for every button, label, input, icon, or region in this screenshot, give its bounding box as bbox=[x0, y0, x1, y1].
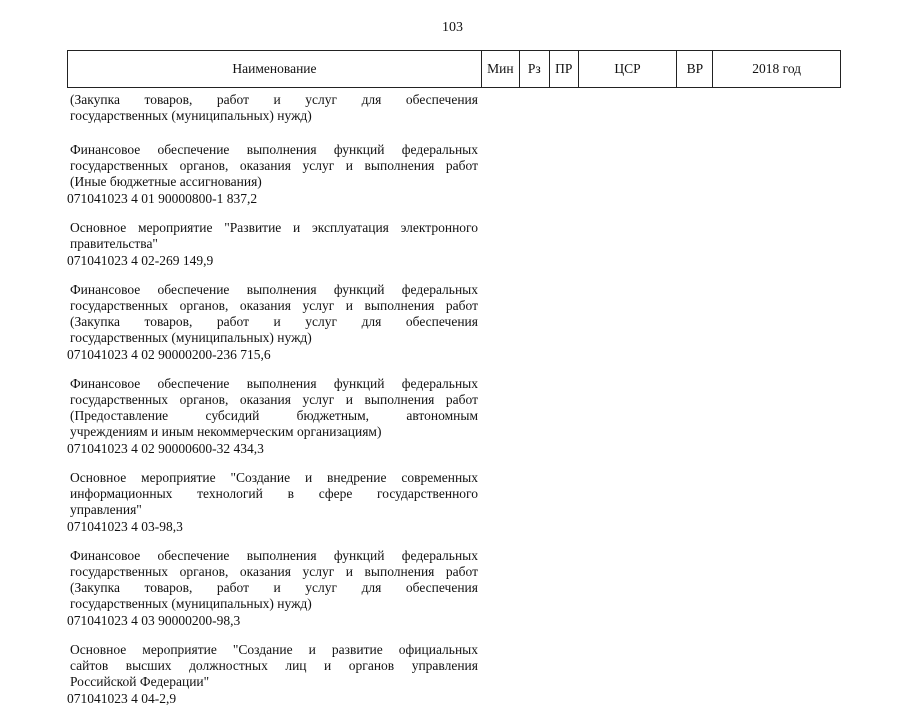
row-csr: 23 4 02 90000 bbox=[114, 347, 192, 362]
row-name-line: (Закупка товаров, работ и услуг для обеспечения bbox=[70, 580, 478, 595]
row-sum: -2,9 bbox=[154, 691, 177, 706]
row-name-line: государственных (муниципальных) нужд) bbox=[70, 596, 312, 611]
row-vr: 200 bbox=[191, 613, 213, 628]
row-name-line: правительства" bbox=[70, 236, 158, 251]
row-name-line: (Иные бюджетные ассигнования) bbox=[70, 174, 262, 189]
row-rz: 04 bbox=[87, 253, 101, 268]
table-header bbox=[67, 50, 841, 88]
row-name-line: государственных органов, оказания услуг и выполнения работ bbox=[70, 298, 478, 313]
table-row bbox=[67, 548, 841, 630]
row-rz: 04 bbox=[87, 441, 101, 456]
row-name-line: управления" bbox=[70, 502, 142, 517]
table-row bbox=[67, 282, 841, 364]
table-body bbox=[67, 92, 841, 708]
row-pr: 10 bbox=[100, 347, 115, 362]
row-name-line: Основное мероприятие "Развитие и эксплуатация электронного bbox=[70, 220, 478, 235]
row-name-line: Финансовое обеспечение выполнения функций федеральных bbox=[70, 376, 478, 391]
row-sum: -98,3 bbox=[212, 613, 241, 628]
row-rz: 04 bbox=[87, 191, 101, 206]
header-vr: ВР bbox=[676, 51, 712, 87]
row-name bbox=[67, 220, 478, 252]
row-min: 071 bbox=[67, 691, 88, 706]
row-name bbox=[67, 92, 478, 124]
table-row bbox=[67, 642, 841, 708]
row-csr: 23 4 03 bbox=[114, 519, 155, 534]
header-pr: ПР bbox=[549, 51, 578, 87]
row-min: 071 bbox=[67, 519, 88, 534]
row-pr: 10 bbox=[100, 691, 115, 706]
row-csr: 23 4 02 90000 bbox=[114, 441, 192, 456]
row-name-line: государственных органов, оказания услуг и выполнения работ bbox=[70, 564, 478, 579]
row-min: 071 bbox=[67, 613, 88, 628]
row-sum: -269 149,9 bbox=[154, 253, 214, 268]
row-name-line: Финансовое обеспечение выполнения функций федеральных bbox=[70, 548, 478, 563]
row-name-line: (Предоставление субсидий бюджетным, автономным bbox=[70, 408, 478, 423]
row-min: 071 bbox=[67, 253, 88, 268]
table-row bbox=[67, 92, 841, 124]
header-year: 2018 год bbox=[712, 51, 840, 87]
row-rz: 04 bbox=[87, 519, 101, 534]
row-name-line: Финансовое обеспечение выполнения функций федеральных bbox=[70, 142, 478, 157]
row-name-line: сайтов высших должностных лиц и органов управления bbox=[70, 658, 478, 673]
row-name-line: (Закупка товаров, работ и услуг для обеспечения bbox=[70, 92, 478, 107]
header-name: Наименование bbox=[232, 61, 317, 76]
table-row bbox=[67, 220, 841, 270]
header-csr: ЦСР bbox=[578, 51, 677, 87]
row-name-line: (Закупка товаров, работ и услуг для обеспечения bbox=[70, 314, 478, 329]
row-vr: 800 bbox=[191, 191, 213, 206]
row-name-line: информационных технологий в сфере государственного bbox=[70, 486, 478, 501]
row-vr: 200 bbox=[191, 347, 213, 362]
row-name-line: государственных органов, оказания услуг и выполнения работ bbox=[70, 392, 478, 407]
table-row bbox=[67, 470, 841, 536]
row-name-line: учреждениям и иным некоммерческим организациям) bbox=[70, 424, 382, 439]
row-name bbox=[67, 282, 478, 346]
row-name-line: государственных (муниципальных) нужд) bbox=[70, 108, 312, 123]
row-sum: -98,3 bbox=[154, 519, 183, 534]
row-pr: 10 bbox=[100, 253, 115, 268]
table-row bbox=[67, 376, 841, 458]
row-pr: 10 bbox=[100, 519, 115, 534]
row-name-line: государственных (муниципальных) нужд) bbox=[70, 330, 312, 345]
row-csr: 23 4 04 bbox=[114, 691, 155, 706]
row-pr: 10 bbox=[100, 191, 115, 206]
row-pr: 10 bbox=[100, 613, 115, 628]
row-sum: -32 434,3 bbox=[212, 441, 264, 456]
page-number: 103 bbox=[442, 20, 463, 35]
row-vr: 600 bbox=[191, 441, 213, 456]
row-csr: 23 4 01 90000 bbox=[114, 191, 192, 206]
header-rz: Рз bbox=[519, 51, 549, 87]
row-min: 071 bbox=[67, 441, 88, 456]
row-rz: 04 bbox=[87, 613, 101, 628]
row-name bbox=[67, 142, 478, 190]
header-min: Мин bbox=[481, 51, 519, 87]
row-name bbox=[67, 548, 478, 612]
row-rz: 04 bbox=[87, 347, 101, 362]
row-name-line: Основное мероприятие "Создание и внедрение современных bbox=[70, 470, 478, 485]
row-csr: 23 4 03 90000 bbox=[114, 613, 192, 628]
row-rz: 04 bbox=[87, 691, 101, 706]
row-name-line: Основное мероприятие "Создание и развитие официальных bbox=[70, 642, 478, 657]
row-min: 071 bbox=[67, 347, 88, 362]
row-csr: 23 4 02 bbox=[114, 253, 155, 268]
row-name bbox=[67, 470, 478, 518]
row-sum: -236 715,6 bbox=[212, 347, 271, 362]
row-name-line: государственных органов, оказания услуг и выполнения работ bbox=[70, 158, 478, 173]
table-row bbox=[67, 142, 841, 208]
row-name bbox=[67, 376, 478, 440]
row-name bbox=[67, 642, 478, 690]
row-name-line: Российской Федерации" bbox=[70, 674, 210, 689]
row-name-line: Финансовое обеспечение выполнения функций федеральных bbox=[70, 282, 478, 297]
row-sum: -1 837,2 bbox=[212, 191, 258, 206]
row-pr: 10 bbox=[100, 441, 115, 456]
row-min: 071 bbox=[67, 191, 88, 206]
